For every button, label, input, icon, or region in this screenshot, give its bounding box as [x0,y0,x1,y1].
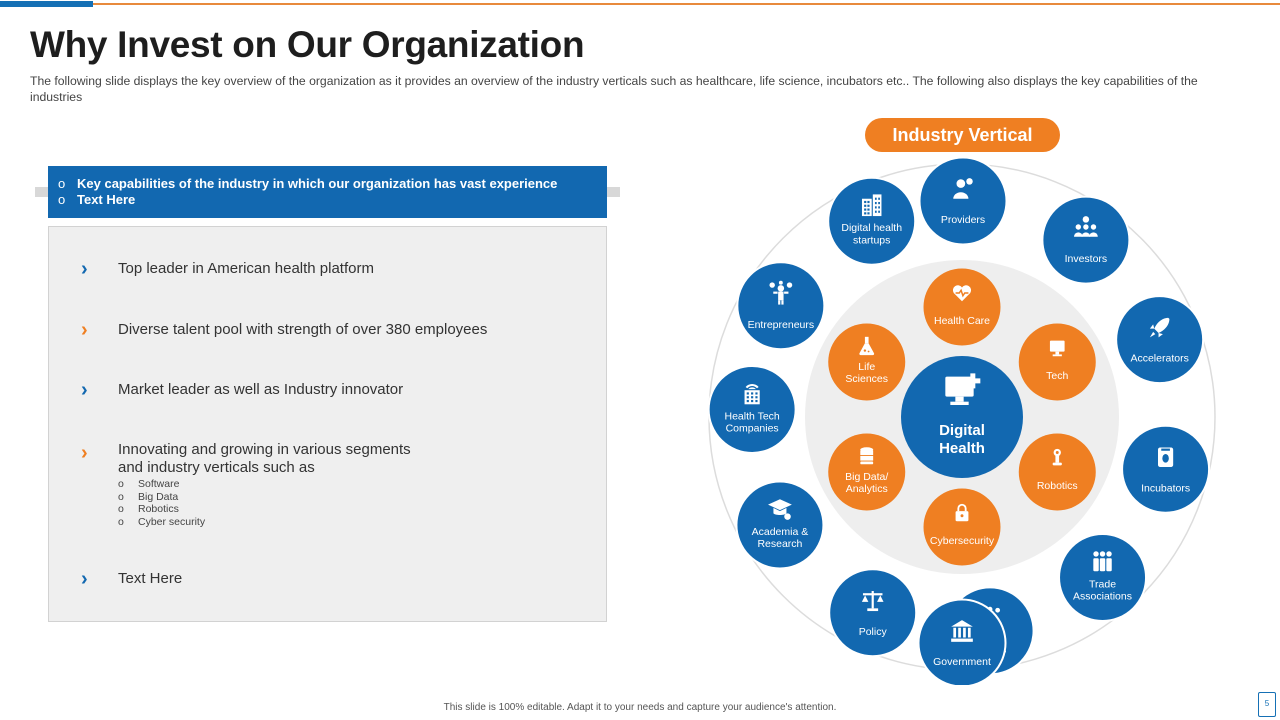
chevron-right-icon: › [81,442,88,464]
outer-node-circle [919,600,1006,686]
outer-node-label-line: Providers [940,214,986,226]
outer-node-label-line: Policy [858,625,887,638]
people-icon [1093,551,1111,571]
inner-node-label-line: Analytics [845,483,888,496]
outer-node-label-line: Investors [1064,253,1108,266]
outer-node-label-line: Health Tech [724,410,780,423]
sub-bullet: o [118,503,124,516]
outer-node-label-line: startups [853,234,891,247]
outer-node-label-line: Incubators [1141,482,1191,495]
footer-note: This slide is 100% editable. Adapt it to your needs and capture your audience's attention. [443,702,837,713]
outer-node-label-line: Research [757,538,803,551]
inner-node-label-line: Robotics [1036,480,1078,492]
chevron-right-icon: › [81,568,88,590]
outer-node-circle [829,569,916,656]
center-node-label [939,422,985,457]
top-accent-blue [0,1,93,7]
incubator-icon [1158,448,1173,468]
outer-node-label [1130,353,1188,365]
capability-text: Top leader in American health platform [118,260,374,277]
capability-text: Text Here [118,570,183,587]
outer-node-circle [1116,296,1203,383]
inner-node-label [934,315,990,327]
outer-node-label-line: Digital health [841,222,903,235]
header-line [58,176,607,192]
sub-list-item [118,516,205,529]
inner-node-circle [1019,434,1096,511]
center-node-label-line: Digital [939,422,985,440]
sub-item-text: Cyber security [138,516,206,529]
industry-vertical-svg [700,110,1240,685]
inner-node-label-line: Life [858,360,876,373]
inner-node-label-line: Tech [1046,370,1069,382]
page-title: Why Invest on Our Organization [30,24,585,65]
sub-item-text: Big Data [138,490,179,503]
capability-text-line2: and industry verticals such as [118,459,315,476]
outer-node-label-line: Government [933,656,991,668]
page-subtitle: The following slide displays the key overview of the organization as it provides an overview of the industry verticals such as healthcare, life science, incubators etc.. The following also displays the key capabilities of the industries [30,74,1198,104]
outer-node-circle [920,158,1007,245]
outer-node-label-line: Academia & [751,525,809,538]
chevron-right-icon: › [81,258,88,280]
sub-bullet: o [118,490,124,503]
inner-node-label-line: Health Care [933,315,991,327]
inner-node-label-line: Sciences [845,373,889,386]
inner-node-circle [1019,324,1096,401]
outer-node-label [1141,482,1190,494]
center-node-circle [901,356,1023,478]
inner-node-label-line: Big Data/ [845,470,889,483]
page-number: 5 [1258,692,1276,717]
capabilities-panel [48,226,607,622]
sub-item-text: Software [138,478,180,490]
outer-node-label [859,626,888,638]
outer-node-label [752,526,809,550]
inner-node-label [1046,370,1068,382]
center-node-label-line: Health [939,439,985,457]
industry-vertical-label [892,125,1032,145]
industry-vertical-label-line: Industry Vertical [892,125,1033,145]
inner-node-circle [924,269,1001,346]
outer-node-label-line: Companies [725,422,779,435]
sub-list-item [118,491,205,504]
industry-vertical-diagram [700,110,1240,685]
header-line [58,192,607,208]
header-bullet: o [58,176,66,191]
sub-item-text: Robotics [138,503,179,516]
sub-list [118,478,205,529]
outer-node-label-line: Associations [1073,590,1133,603]
chevron-right-icon: › [81,379,88,401]
header-line-text: Text Here [77,192,136,207]
outer-node-label [941,214,985,226]
capabilities-header [48,166,607,218]
sub-bullet: o [118,516,124,529]
outer-node-circle [1042,197,1129,284]
capability-text: Diverse talent pool with strength of over 380 employees [118,321,488,338]
inner-node-label [845,471,888,495]
chevron-right-icon: › [81,319,88,341]
outer-node-label [933,656,991,668]
sub-list-item [118,478,205,491]
inner-node-label-line: Cybersecurity [929,535,995,547]
outer-node-circle [1122,426,1209,513]
top-accent-line [0,3,1280,5]
outer-node-label [748,319,815,331]
capability-text: Market leader as well as Industry innovator [118,381,404,398]
outer-node-label-line: Accelerators [1130,352,1189,365]
sub-list-item [118,503,205,516]
header-bullet: o [58,192,66,207]
outer-node-label-line: Entrepreneurs [747,318,815,331]
outer-node-label [724,410,779,434]
header-line-text: Key capabilities of the industry in which our organization has vast experience [77,176,558,191]
outer-node-label-line: Trade [1089,578,1117,591]
inner-node-circle [924,489,1001,566]
capability-text: Innovating and growing in various segments [118,441,411,458]
inner-node-label [930,535,995,547]
inner-node-label [1037,480,1078,492]
outer-node-label [1065,253,1108,265]
sub-bullet: o [118,478,124,490]
outer-node-circle [737,262,824,349]
